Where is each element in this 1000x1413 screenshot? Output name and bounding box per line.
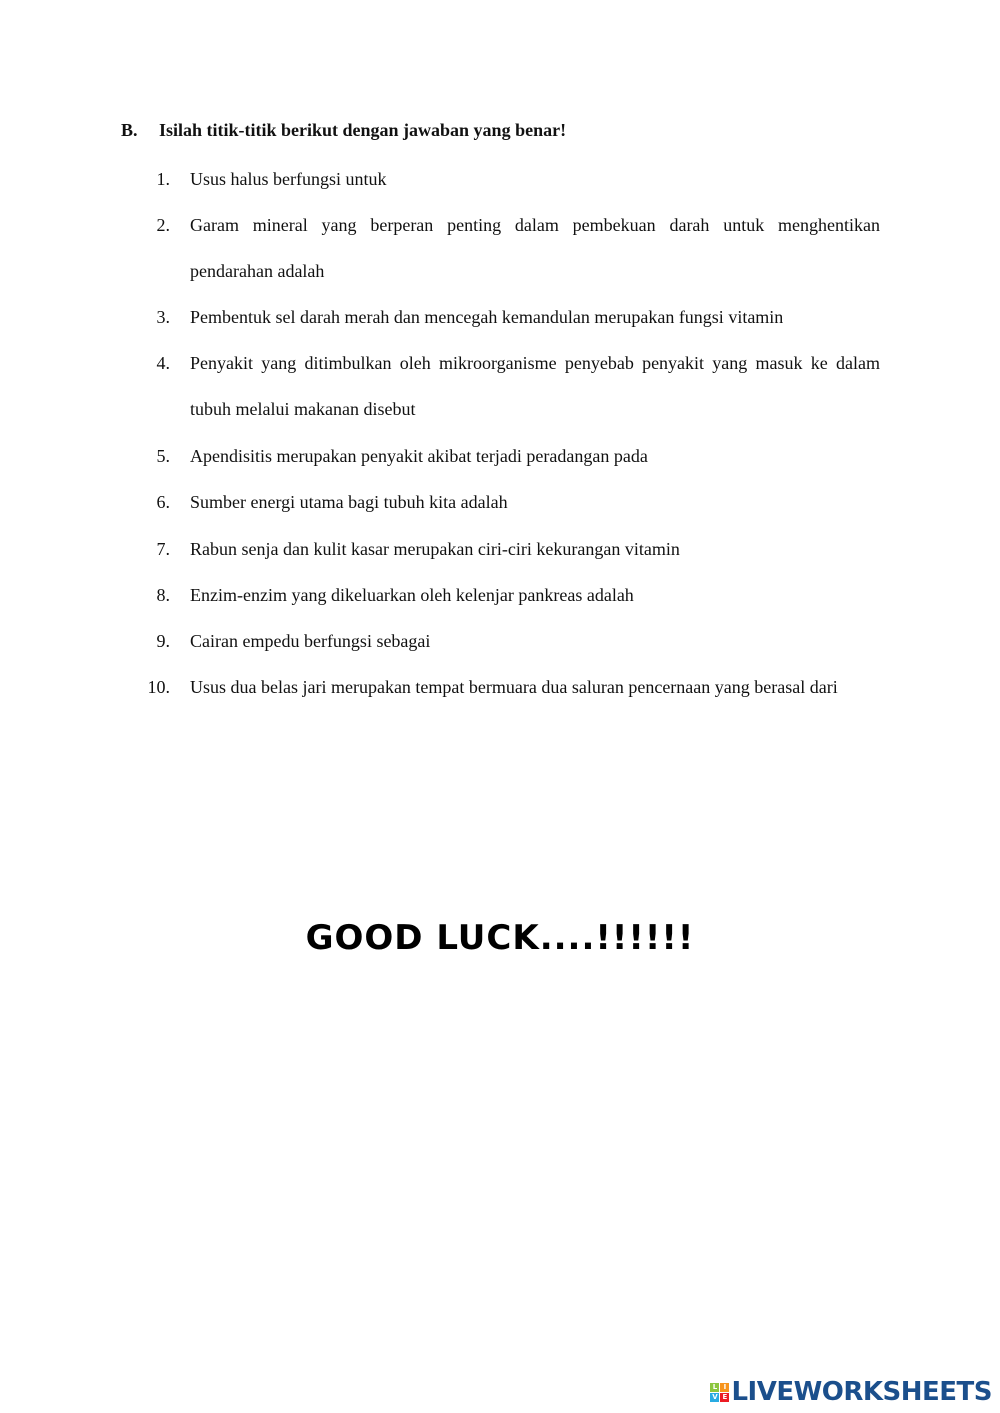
question-number: 4.	[156, 353, 170, 373]
question-item	[140, 664, 880, 710]
question-number: 7.	[156, 539, 170, 559]
question-item	[140, 294, 880, 340]
question-text: Penyakit yang ditimbulkan oleh mikroorganisme penyebab penyakit yang masuk ke dalam tubuh melalui makanan disebut	[190, 353, 880, 419]
liveworksheets-logo-icon	[710, 1383, 729, 1402]
question-text: Enzim-enzim yang dikeluarkan oleh kelenjar pankreas adalah	[190, 585, 634, 605]
question-number: 6.	[156, 492, 170, 512]
section-letter: B.	[121, 120, 138, 140]
question-number: 1.	[156, 169, 170, 189]
question-text: Sumber energi utama bagi tubuh kita adalah	[190, 492, 508, 512]
question-text: Rabun senja dan kulit kasar merupakan ciri-ciri kekurangan vitamin	[190, 539, 680, 559]
logo-cell: V	[712, 1392, 718, 1401]
closing-message: GOOD LUCK....!!!!!!	[305, 918, 695, 958]
liveworksheets-brand[interactable]	[710, 1377, 992, 1407]
brand-name: LIVEWORKSHEETS	[731, 1377, 992, 1407]
question-number: 3.	[156, 307, 170, 327]
logo-cell: L	[710, 1383, 719, 1392]
question-text: Usus dua belas jari merupakan tempat bermuara dua saluran pencernaan yang berasal dari	[190, 677, 838, 697]
logo-cell: I	[720, 1383, 729, 1392]
question-text: Pembentuk sel darah merah dan mencegah kemandulan merupakan fungsi vitamin	[190, 307, 784, 327]
question-item	[140, 433, 880, 479]
section-instruction: Isilah titik-titik berikut dengan jawaban yang benar!	[159, 120, 567, 140]
question-item	[140, 340, 880, 432]
question-item	[140, 479, 880, 525]
question-number: 10.	[147, 677, 170, 697]
question-number: 8.	[156, 585, 170, 605]
question-item	[140, 202, 880, 294]
question-item	[140, 572, 880, 618]
question-item	[140, 618, 880, 664]
question-text: Apendisitis merupakan penyakit akibat terjadi peradangan pada	[190, 446, 648, 466]
question-item	[140, 156, 880, 202]
question-number: 2.	[156, 215, 170, 235]
question-text: Usus halus berfungsi untuk	[190, 169, 387, 189]
question-text: Cairan empedu berfungsi sebagai	[190, 631, 431, 651]
section-heading	[121, 120, 566, 141]
question-item	[140, 526, 880, 572]
logo-cell: E	[720, 1393, 729, 1402]
question-number: 5.	[156, 446, 170, 466]
question-number: 9.	[156, 631, 170, 651]
question-text: Garam mineral yang berperan penting dalam pembekuan darah untuk menghentikan pendarahan adalah	[190, 215, 880, 281]
